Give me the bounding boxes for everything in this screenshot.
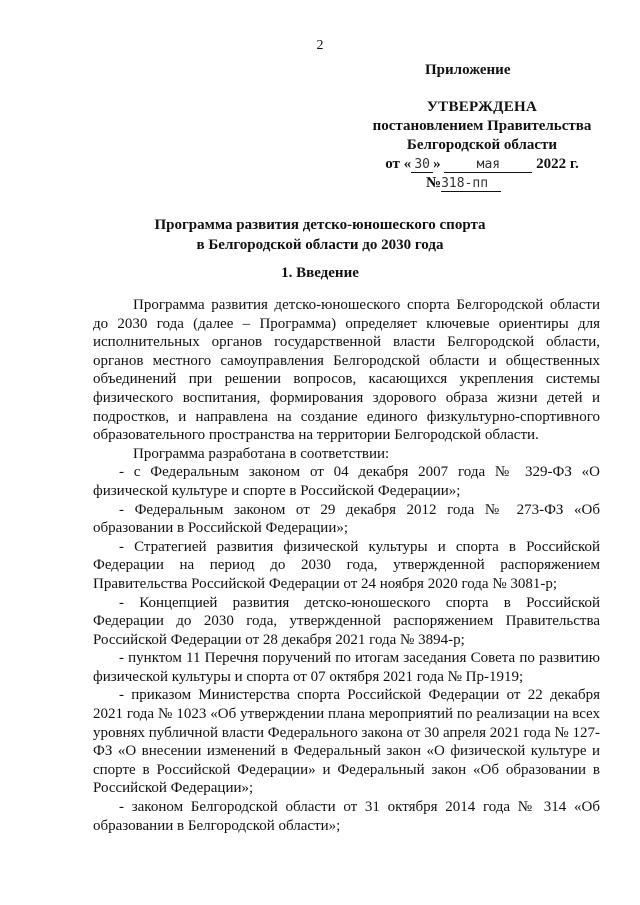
paragraph-basis: Программа разработана в соответствии: bbox=[133, 445, 390, 462]
list-item: - приказом Министерства спорта Российской Федерации от 22 декабря 2021 года № 1023 «Об утверждении плана мероприятий по реализации на всех уровнях публичной власти Федерального закона от 30 апреля 2021 года № 127-ФЗ «О внесении изменений в Федеральный закон «О физической культуре и спорте в Российской Федерации» и Федеральный закон «Об образовании в Российской Федерации»; bbox=[93, 687, 600, 797]
program-title-line-2: в Белгородской области до 2030 года bbox=[196, 237, 444, 253]
date-prefix: от « bbox=[385, 156, 412, 172]
approval-date bbox=[356, 155, 608, 174]
program-title-line-1: Программа развития детско-юношеского спорта bbox=[154, 217, 486, 233]
approval-line-2: Белгородской области bbox=[406, 137, 558, 153]
list-item: - Федеральным законом от 29 декабря 2012 года № 273-ФЗ «Об образовании в Российской Федерации»; bbox=[93, 501, 600, 537]
list-item: - с Федеральным законом от 04 декабря 2007 года № 329-ФЗ «О физической культуре и спорте в Российской Федерации»; bbox=[93, 464, 600, 499]
date-year: 2022 г. bbox=[532, 156, 579, 172]
date-day: 30 bbox=[411, 158, 433, 173]
body-text bbox=[93, 296, 600, 835]
appendix-label: Приложение bbox=[425, 62, 511, 78]
list-item: - законом Белгородской области от 31 октября 2014 года № 314 «Об образовании в Белгородской области»; bbox=[93, 799, 600, 834]
approval-line-1: постановлением Правительства bbox=[372, 118, 592, 134]
number-value: 318-пп bbox=[441, 177, 501, 192]
paragraph-intro: Программа развития детско-юношеского спорта Белгородской области до 2030 года (далее – Программа) определяет ключевые ориентиры для исполнительных органов государственной власти Белгородской области, органов местного самоуправления Белгородской области и общественных объединений при решении вопросов, касающихся укрепления системы физического воспитания, формирования здорового образа жизни детей и подростков, и направлена на создание единого физкультурно-спортивного образовательного пространства на территории Белгородской области. bbox=[93, 297, 600, 444]
list-item: - Стратегией развития физической культуры и спорта в Российской Федерации на период до 2030 года, утвержденной распоряжением Правительства Российской Федерации от 24 ноября 2020 года № 3081-р; bbox=[93, 538, 600, 592]
list-item: - пунктом 11 Перечня поручений по итогам заседания Совета по развитию физической культуры и спорта от 07 октября 2021 года № Пр-1919; bbox=[93, 650, 600, 685]
approval-title: УТВЕРЖДЕНА bbox=[426, 99, 538, 115]
list-item: - Концепцией развития детско-юношеского спорта в Российской Федерации до 2030 года, утвержденной распоряжением Правительства Российской Федерации от 28 декабря 2021 года № 3894-р; bbox=[93, 594, 600, 648]
section-heading: 1. Введение bbox=[281, 265, 359, 281]
page-number: 2 bbox=[316, 38, 324, 53]
date-mid: » bbox=[433, 156, 445, 172]
approval-number bbox=[426, 174, 608, 193]
approval-stamp bbox=[356, 98, 608, 193]
number-prefix: № bbox=[426, 175, 442, 191]
program-title bbox=[0, 215, 640, 255]
date-month: мая bbox=[444, 158, 532, 173]
